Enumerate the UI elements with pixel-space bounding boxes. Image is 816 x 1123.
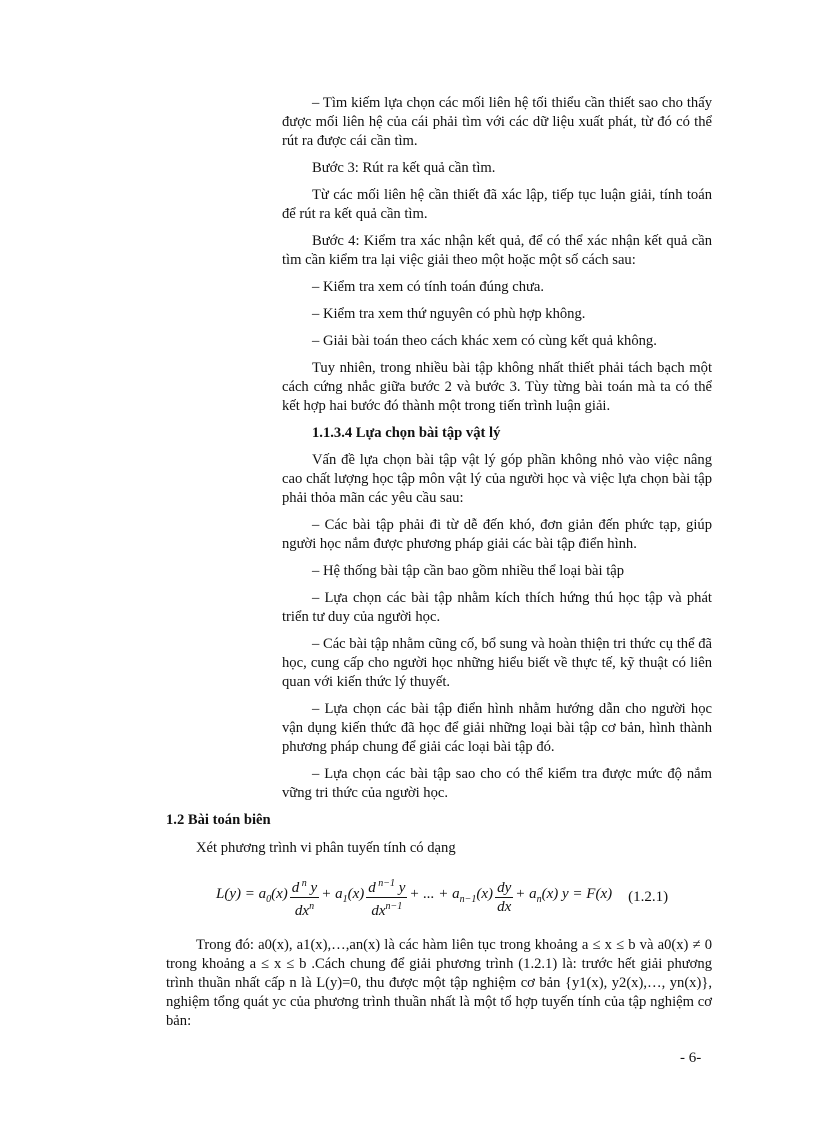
paragraph: – Hệ thống bài tập cần bao gồm nhiều thể loại bài tập xyxy=(312,563,625,579)
paragraph: Từ các mối liên hệ cần thiết đã xác lập, tiếp tục luận giải, tính toán để rút ra kết quả cần tìm. xyxy=(282,187,712,222)
paragraph: Trong đó: a0(x), a1(x),…,an(x) là các hàm liên tục trong khoảng a ≤ x ≤ b và a0(x) ≠ 0 trong khoảng a ≤ x ≤ b .Cách chung để giải phương trình (1.2.1) là: trước hết giải phương trình thuần nhất cấp n là L(y)=0, thu được một tập nghiệm cơ bản {y1(x), y2(x),…, yn(x)}, nghiệm tổng quát yc của phương trình thuần nhất là một tổ hợp tuyến tính của tập nghiệm cơ bản: xyxy=(166,937,712,1029)
page-content xyxy=(166,94,712,1039)
paragraph: Vấn đề lựa chọn bài tập vật lý góp phần không nhỏ vào việc nâng cao chất lượng học tập môn vật lý của người học và việc lựa chọn bài tập phải thỏa mãn các yêu cầu sau: xyxy=(282,452,712,506)
equation-body: $L(y) = a_0(x)$ $\frac{d ^n y}{dx^n}$ + $a_1(x)$ $\frac{d ^{n-1} y}{dx^{n-1}}$ + ... + $a_{n-1}(x)$ $\frac{dy}{dx}$ + $a_n(x) y = F(x)$ (1.2.1) xyxy=(216,868,668,926)
equation-number: (1.2.1) xyxy=(628,888,669,905)
wide-section xyxy=(166,811,712,1031)
paragraph: – Các bài tập phải đi từ dễ đến khó, đơn giản đến phức tạp, giúp người học nắm được phương pháp giải các bài tập điển hình. xyxy=(282,517,712,552)
page-number: - 6- xyxy=(680,1050,702,1066)
paragraph: – Kiểm tra xem có tính toán đúng chưa. xyxy=(312,279,545,295)
paragraph: – Lựa chọn các bài tập điển hình nhằm hướng dẫn cho người học vận dụng kiến thức đã học để giải những loại bài tập cơ bản, hình thành phương pháp chung để giải các loại bài tập đó. xyxy=(282,701,712,755)
paragraph: Bước 3: Rút ra kết quả cần tìm. xyxy=(312,160,496,176)
paragraph: – Kiểm tra xem thứ nguyên có phù hợp không. xyxy=(312,306,586,322)
paragraph: Xét phương trình vi phân tuyến tính có dạng xyxy=(196,840,456,856)
section-heading: 1.2 Bài toán biên xyxy=(166,812,271,828)
paragraph: Tuy nhiên, trong nhiều bài tập không nhất thiết phải tách bạch một cách cứng nhắc giữa bước 2 và bước 3. Tùy từng bài toán mà ta có thể kết hợp hai bước đó thành một trong tiến trình luận giải. xyxy=(282,360,712,414)
paragraph: – Lựa chọn các bài tập sao cho có thể kiểm tra được mức độ nắm vững tri thức của người học. xyxy=(282,766,712,801)
section-heading: 1.1.3.4 Lựa chọn bài tập vật lý xyxy=(312,425,501,441)
equation-1-2-1 xyxy=(166,866,712,928)
paragraph: – Lựa chọn các bài tập nhằm kích thích hứng thú học tập và phát triển tư duy của người học. xyxy=(282,590,712,625)
paragraph: Bước 4: Kiểm tra xác nhận kết quả, để có thể xác nhận kết quả cần tìm cần kiểm tra lại việc giải theo một hoặc một số cách sau: xyxy=(282,233,712,268)
paragraph: – Tìm kiếm lựa chọn các mối liên hệ tối thiểu cần thiết sao cho thấy được mối liên hệ của cái phải tìm với các dữ liệu xuất phát, từ đó có thể rút ra được cái cần tìm. xyxy=(282,95,712,149)
paragraph: – Giải bài toán theo cách khác xem có cùng kết quả không. xyxy=(312,333,657,349)
paragraph: – Các bài tập nhằm cũng cố, bổ sung và hoàn thiện tri thức cụ thể đã học, cung cấp cho người học những hiểu biết về thực tế, kỹ thuật có liên quan với kiến thức lý thuyết. xyxy=(282,636,712,690)
